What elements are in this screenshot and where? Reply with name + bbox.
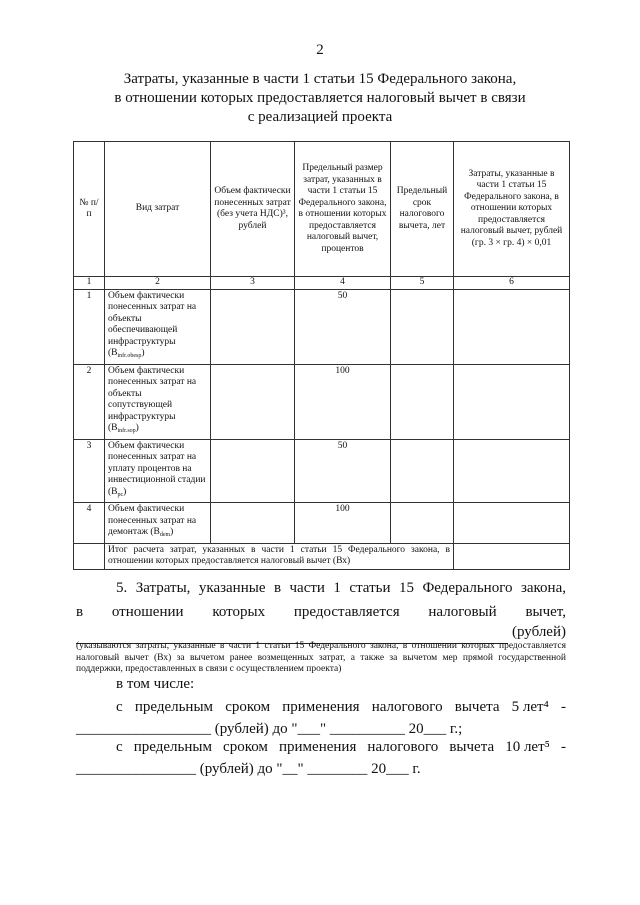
actual-volume-cell: [211, 289, 295, 364]
word: отношении: [111, 604, 184, 620]
cost-type-close: ): [141, 348, 145, 358]
word: вычета: [449, 739, 495, 755]
word: 5 лет⁴: [511, 699, 549, 715]
actual-volume-cell: [211, 364, 295, 439]
word: предельным: [133, 739, 212, 755]
cost-type-cell: [105, 364, 211, 439]
cost-type-text: Объем фактически понесенных затрат на объекты сопутствующей инфраструктуры (В: [108, 365, 197, 433]
total-row: [74, 543, 570, 569]
word: 10 лет⁵: [505, 739, 550, 755]
five-year-line-2: __________________ (рублей) до "___" __________ 20___ г.;: [76, 721, 463, 737]
word: с: [116, 739, 123, 755]
limit-term-cell: [391, 364, 454, 439]
cost-type-text: Объем фактически понесенных затрат на объекты обеспечивающей инфраструктуры (В: [108, 290, 197, 358]
explanatory-note: (указываются затраты, указанные в части 1 статьи 15 Федерального закона, в отношении которых предоставляется налоговый вычет (Вх) за вычетом ранее возмещенных затрат, а также за вычетом мер прямой государственной поддержки, предоставленных в связи с осуществлением проекта): [76, 641, 566, 674]
header-actual-volume: Объем фактически понесенных затрат (без учета НДС)³, рублей: [211, 142, 295, 277]
deductible-cell: [454, 439, 570, 503]
total-empty-cell: [74, 543, 105, 569]
actual-volume-cell: [211, 439, 295, 503]
word: предоставляется: [293, 604, 400, 620]
col-number: 1: [74, 277, 105, 290]
cost-type-close: ): [135, 423, 139, 433]
section-5-line-1: 5. Затраты, указанные в части 1 статьи 15 Федерального закона,: [116, 580, 566, 596]
col-number: 4: [295, 277, 391, 290]
deductible-cell: [454, 364, 570, 439]
table-row: [74, 364, 570, 439]
section-5-line-2: [76, 600, 566, 624]
header-number: № п/п: [74, 142, 105, 277]
limit-term-cell: [391, 503, 454, 544]
row-number: 4: [74, 503, 105, 544]
title-line-2: в отношении которых предоставляется налоговый вычет в связи: [114, 90, 526, 106]
word: предельным: [134, 699, 214, 715]
five-year-line-1: [76, 696, 566, 718]
header-col6-text: Затраты, указанные в части 1 статьи 15 Федерального закона, в отношении которых предоставляется налоговый вычет, рублей: [460, 168, 563, 237]
including-label: в том числе:: [116, 676, 195, 692]
ten-year-line-2: ________________ (рублей) до "__" ________ 20___ г.: [76, 761, 421, 777]
cost-type-subscript: pc: [117, 491, 124, 498]
row-number: 2: [74, 364, 105, 439]
column-numbers-row: [74, 277, 570, 290]
word: применения: [279, 739, 357, 755]
word: налогового: [371, 699, 443, 715]
cost-type-cell: [105, 503, 211, 544]
ten-year-line-1: [76, 736, 566, 758]
word: вычета: [454, 699, 500, 715]
cost-type-subscript: infr.obesp: [117, 353, 142, 359]
cost-type-cell: [105, 289, 211, 364]
table-row: [74, 289, 570, 364]
limit-term-cell: [391, 439, 454, 503]
five-year-item: [76, 696, 566, 740]
word: налоговый: [428, 604, 497, 620]
document-title: [80, 70, 560, 127]
word: вычет,: [525, 604, 566, 620]
row-number: 1: [74, 289, 105, 364]
deductible-cell: [454, 503, 570, 544]
table-row: [74, 439, 570, 503]
total-value-cell: [454, 543, 570, 569]
word: в: [76, 604, 84, 620]
word: с: [116, 699, 123, 715]
header-limit-term: Предельный срок налогового вычета, лет: [391, 142, 454, 277]
cost-type-cell: [105, 439, 211, 503]
limit-percent-cell: 50: [295, 439, 391, 503]
word: -: [561, 699, 566, 715]
deductible-cell: [454, 289, 570, 364]
limit-term-cell: [391, 289, 454, 364]
cost-type-subscript: dem: [159, 532, 171, 538]
word: сроком: [225, 699, 271, 715]
col-number: 3: [211, 277, 295, 290]
header-cost-type: Вид затрат: [105, 142, 211, 277]
word: налогового: [367, 739, 439, 755]
section-5: [76, 576, 566, 644]
header-deductible-costs: [454, 142, 570, 277]
word: применения: [282, 699, 360, 715]
cost-type-close: ): [170, 527, 174, 537]
row-number: 3: [74, 439, 105, 503]
cost-type-text: Объем фактически понесенных затрат на уплату процентов на инвестиционной стадии (В: [108, 440, 206, 497]
actual-volume-cell: [211, 503, 295, 544]
cost-type-text: Объем фактически понесенных затрат на демонтаж (В: [108, 504, 197, 537]
col-number: 5: [391, 277, 454, 290]
limit-percent-cell: 100: [295, 503, 391, 544]
rubles-suffix: (рублей): [511, 624, 566, 640]
word: которых: [212, 604, 266, 620]
col-number: 6: [454, 277, 570, 290]
limit-percent-cell: 100: [295, 364, 391, 439]
word: -: [560, 739, 566, 755]
limit-percent-cell: 50: [295, 289, 391, 364]
header-limit-percent: Предельный размер затрат, указанных в части 1 статьи 15 Федерального закона, в отношении которых предоставляется налоговый вычет, процентов: [295, 142, 391, 277]
costs-table: [73, 141, 570, 570]
col-number: 2: [105, 277, 211, 290]
header-col6-formula: (гр. 3 × гр. 4) × 0,01: [471, 237, 552, 248]
page-number: 2: [316, 42, 324, 58]
cost-type-subscript: infr.sop: [117, 428, 136, 434]
title-line-3: с реализацией проекта: [247, 109, 393, 125]
ten-year-item: [76, 736, 566, 780]
table-row: [74, 503, 570, 544]
total-label: Итог расчета затрат, указанных в части 1 статьи 15 Федерального закона, в отношении которых предоставляется налоговый вычет (Вх): [105, 543, 454, 569]
title-line-1: Затраты, указанные в части 1 статьи 15 Федерального закона,: [123, 71, 517, 87]
word: сроком: [223, 739, 268, 755]
cost-type-close: ): [123, 486, 127, 497]
